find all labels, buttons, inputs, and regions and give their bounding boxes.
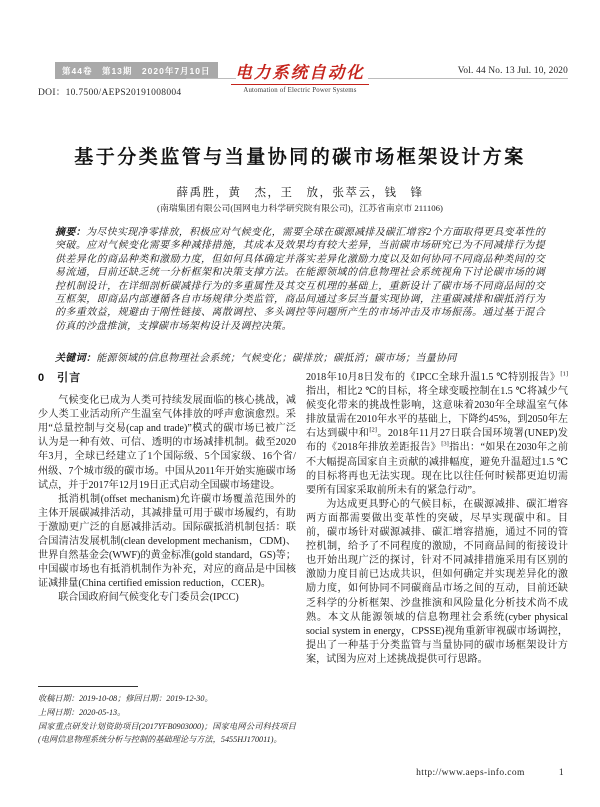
journal-url: http://www.aeps-info.com xyxy=(416,768,525,778)
paper-title: 基于分类监管与当量协同的碳市场框架设计方案 xyxy=(74,147,526,168)
footnote-block xyxy=(38,692,296,747)
journal-name-en: Automation of Electric Power Systems xyxy=(243,86,357,94)
received-date: 收稿日期：2019-10-08；修回日期：2019-12-30。 xyxy=(38,694,213,703)
intro-paragraph: 联合国政府间气候变化专门委员会(IPCC) xyxy=(58,592,239,604)
page-footer xyxy=(0,768,568,778)
paragraph-text-segment: 指出：“如果在2030年之前不大幅提高国家自主贡献的减排幅度，避免升温超过1.5 ℃的目标将再也无法实现。现在比以往任何时候都更迫切需要所有国家采取前所未有的紧急行动”。 xyxy=(306,442,569,496)
volume-info: Vol. 44 No. 13 Jul. 10, 2020 xyxy=(457,66,568,76)
funding-info: 国家重点研发计划资助项目(2017YFB0903000)；国家电网公司科技项目(电网信息物理系统分析与控制的基础理论与方法，5455HJ170011)。 xyxy=(38,721,296,745)
abstract-label: 摘要： xyxy=(55,227,86,238)
abstract-block xyxy=(55,226,545,333)
paragraph-text-segment: 指出，相比2 ℃的目标，将全球变暖控制在1.5 ℃将减少气候变化带来的挑战性影响，这意味着2030年全球温室气体排放量需在2010年水平的基础上，下降约45%，到2050年左右达到碳中和 xyxy=(306,386,568,440)
abstract-text: 为尽快实现净零排放，积极应对气候变化，需要全球在碳源减排及碳汇增容2个方面取得更具变革性的突破。应对气候变化需要多种减排措施，其成本及效果均有较大差异，当前碳市场研究已为不同减排行为提供差异化的商品种类和激励力度，但如何具体确定并落实差异化激励力度以及如何协同不同商品种类间的交易流通，目前还缺乏统一分析框架和决策支撑方法。在能源领域的信息物理社会系统视角下讨论碳市场的调控机制设计，在详细剖析碳减排行为的多重属性及其交互机理的基础上，重新设计了碳市场不同商品间的交互框架，即商品内部遵循各自市场规律分类监管，商品间通过多层当量实现协调，注重碳减排和碳抵消行为的多重效益，规避由于刚性链接、离散调控、多头调控等问题所产生的市场冲击及市场振荡。通过基于混合仿真的沙盘推演，支撑碳市场架构设计及调控决策。 xyxy=(55,227,546,332)
doi-text: DOI：10.7500/AEPS20191008004 xyxy=(38,88,182,98)
affiliation: (南瑞集团有限公司(国网电力科学研究院有限公司)，江苏省南京市 211106) xyxy=(157,203,443,213)
keywords-label: 关键词： xyxy=(55,353,97,364)
author-list: 薛禹胜，黄 杰，王 放，张萃云，钱 锋 xyxy=(176,187,424,199)
keywords-block xyxy=(55,352,545,365)
journal-logo xyxy=(0,59,600,94)
citation-ref-1: [1] xyxy=(560,370,568,378)
section-heading-introduction: 0 引言 xyxy=(38,372,82,384)
citation-ref-2: [2] xyxy=(369,427,377,435)
issue-info-badge: 第44卷 第13期 2020年7月10日 xyxy=(55,62,218,79)
left-column xyxy=(38,371,296,606)
online-date: 上网日期：2020-05-13。 xyxy=(38,707,126,717)
footnote-divider xyxy=(38,686,138,687)
keywords-text: 能源领域的信息物理社会系统；气候变化；碳排放；碳抵消；碳市场；当量协同 xyxy=(96,353,457,364)
intro-paragraph: 抵消机制(offset mechanism)允许碳市场覆盖范围外的主体开展碳减排活动，其减排量可用于碳市场履约，有助于激励更广泛的自愿减排活动。国际碳抵消机制包括：联合国清洁发展机制(clean development mechanism，CDM)、世界自然基金会(WWF)的黄金标准(gold standard，GS)等；中国碳市场也有抵消机制作为补充，对应的商品是中国核证减排量(China certified emission reduction，CCER)。 xyxy=(38,493,296,590)
intro-paragraph: 为达成更具野心的气候目标，在碳源减排、碳汇增容两方面都需要做出变革性的突破，尽早实现碳中和。目前，碳市场针对碳源减排、碳汇增容措施，通过不同的管控机制，给予了不同程度的激励，不同商品间的衔接设计也开始出现广泛的探讨，针对不同减排措施采用有区别的激励力度目前已达成共识，但如何确定并实现差异化的激励力度，如何协同不同碳商品市场之间的互动，目前还缺乏科学的分析框架、沙盘推演和风险量化分析技术尚不成熟。本文从能源领域的信息物理社会系统(cyber physical social system in energy，CPSSE)视角重新审视碳市场调控，提出了一种基于分类监管与当量协同的碳市场框架设计方案，试图为应对上述挑战提供可行思路。 xyxy=(306,498,568,665)
paragraph-text-segment: 。2018年11月27日联合国环境署(UNEP)发布的《2018年排放差距报告》 xyxy=(306,428,568,454)
citation-ref-3: [3] xyxy=(441,441,449,449)
intro-paragraph: 气候变化已成为人类可持续发展面临的核心挑战，减少人类工业活动所产生温室气体排放的呼声愈演愈烈。采用“总量控制与交易(cap and trade)”模式的碳市场已被广泛认为是一种有效、可信、透明的市场减排机制。截至2020年3月，全球已经建立了1个国际级、5个国家级、16个省/州级、7个城市级的碳市场。中国从2011年开始实施碳市场试点，并于2017年12月19日正式启动全国碳市场建设。 xyxy=(38,395,296,491)
right-column xyxy=(306,371,568,667)
intro-paragraph xyxy=(306,371,568,498)
paragraph-text-segment: 2018年10月8日发布的《IPCC全球升温1.5 ℃特别报告》 xyxy=(306,372,561,383)
journal-name-cn: 电力系统自动化 xyxy=(231,59,369,85)
page-number: 1 xyxy=(558,768,564,778)
